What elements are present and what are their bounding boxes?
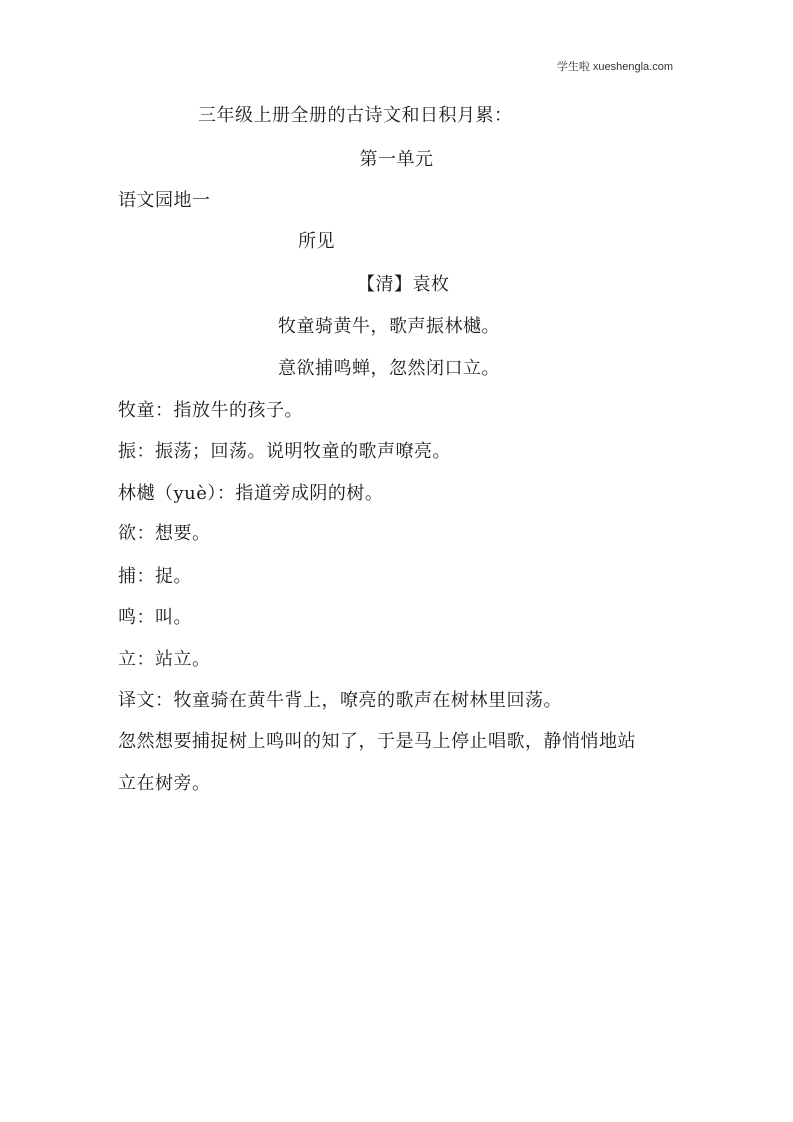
poem-line: 意欲捕鸣蝉，忽然闭口立。 bbox=[278, 358, 500, 379]
translation-line: 忽然想要捕捉树上鸣叫的知了，于是马上停止唱歌，静悄悄地站 bbox=[118, 731, 636, 752]
unit-heading: 第一单元 bbox=[359, 149, 434, 170]
note-item: 振：振荡；回荡。说明牧童的歌声嘹亮。 bbox=[118, 441, 451, 462]
section-heading: 语文园地一 bbox=[118, 190, 211, 211]
note-item: 捕：捉。 bbox=[118, 566, 192, 587]
note-item: 欲：想要。 bbox=[118, 523, 211, 544]
translation-line: 立在树旁。 bbox=[118, 773, 211, 794]
note-item: 鸣：叫。 bbox=[118, 607, 192, 628]
note-item: 林樾（yuè）：指道旁成阴的树。 bbox=[118, 483, 384, 504]
note-item: 立：站立。 bbox=[118, 649, 211, 670]
site-watermark: 学生啦 xueshengla.com bbox=[556, 61, 673, 73]
note-item: 牧童：指放牛的孩子。 bbox=[118, 400, 303, 421]
translation-line: 译文：牧童骑在黄牛背上，嘹亮的歌声在树林里回荡。 bbox=[118, 690, 562, 711]
document-title: 三年级上册全册的古诗文和日积月累： bbox=[198, 105, 513, 126]
poem-line: 牧童骑黄牛，歌声振林樾。 bbox=[278, 316, 500, 337]
poem-author: 【清】袁枚 bbox=[357, 274, 450, 295]
poem-title: 所见 bbox=[298, 231, 335, 252]
